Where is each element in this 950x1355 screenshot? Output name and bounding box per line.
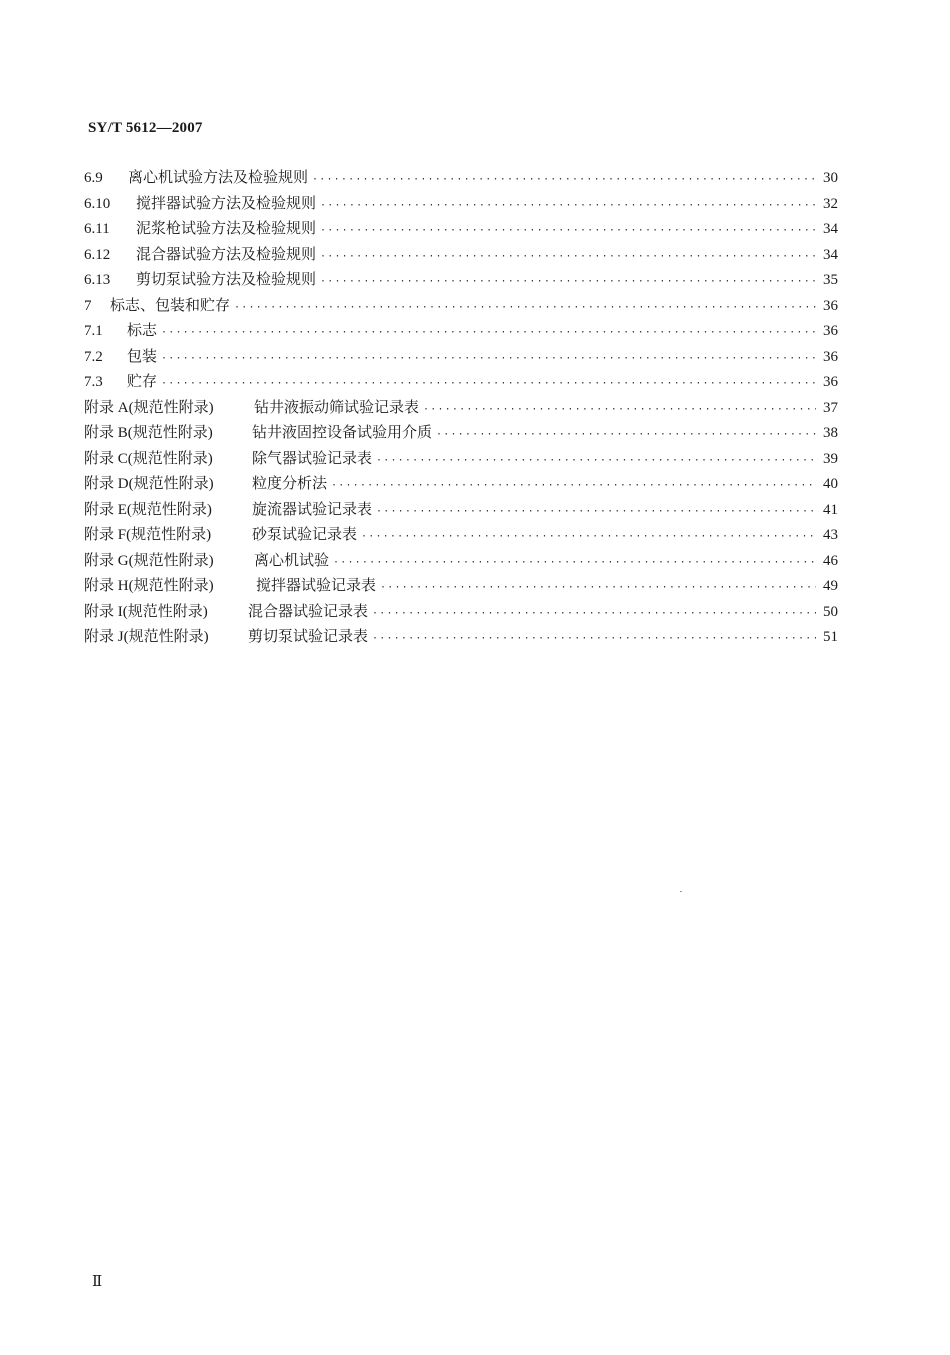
toc-entry [84,242,838,268]
scan-speck [680,891,682,892]
toc-entry-page: 51 [823,629,838,645]
dot-leader [436,422,816,448]
table-of-contents [84,165,838,650]
toc-entry-number: 附录 A(规范性附录) [84,399,214,416]
dot-leader [320,269,816,295]
toc-entry-number: 7.2 [84,348,103,365]
toc-entry-number: 6.9 [84,170,103,186]
toc-entry-number: 7 [84,297,92,314]
toc-entry-number: 6.12 [84,246,111,263]
toc-entry [84,446,838,472]
toc-entry-title: 剪切泵试验记录表 [248,627,369,645]
toc-entry-number: 附录 D(规范性附录) [84,476,214,492]
toc-entry [84,522,838,548]
toc-entry-page: 36 [823,348,838,365]
toc-entry-title: 剪切泵试验方法及检验规则 [136,270,317,288]
toc-entry-title: 除气器试验记录表 [252,448,373,467]
dot-leader [161,320,816,346]
standard-code-header: SY/T 5612—2007 [88,120,203,136]
toc-entry-page: 32 [823,195,838,212]
toc-entry-page: 46 [823,552,838,569]
toc-entry [84,318,838,344]
toc-entry-title: 标志 [127,321,158,339]
toc-entry-title: 标志、包装和贮存 [110,295,231,314]
toc-entry-number: 7.3 [84,374,103,390]
toc-entry-title: 贮存 [127,372,158,390]
toc-entry [84,344,838,370]
toc-entry-number: 附录 H(规范性附录) [84,578,214,594]
toc-entry-page: 40 [823,476,838,492]
toc-entry [84,420,838,446]
toc-entry-title: 泥浆枪试验方法及检验规则 [136,219,317,237]
toc-entry-title: 离心机试验 [254,550,330,569]
toc-entry-page: 36 [823,374,838,390]
dot-leader [234,295,816,321]
dot-leader [361,524,816,550]
dot-leader [161,346,816,372]
toc-entry [84,573,838,599]
toc-entry [84,293,838,319]
toc-entry-title: 离心机试验方法及检验规则 [128,168,309,186]
dot-leader [320,218,816,244]
toc-entry [84,497,838,523]
dot-leader [380,575,816,601]
toc-entry-title: 钻井液振动筛试验记录表 [254,397,420,416]
toc-entry-number: 附录 I(规范性附录) [84,603,208,620]
toc-entry-page: 41 [823,501,838,518]
toc-entry-title: 混合器试验记录表 [248,601,369,620]
toc-entry-page: 36 [823,323,838,339]
toc-entry-title: 搅拌器试验方法及检验规则 [136,193,317,212]
toc-entry-page: 36 [823,297,838,314]
page-number: Ⅱ [92,1274,103,1290]
toc-entry [84,548,838,574]
toc-entry [84,395,838,421]
dot-leader [423,397,816,423]
toc-entry-title: 包装 [127,346,158,365]
toc-entry-page: 50 [823,603,838,620]
toc-entry-title: 搅拌器试验记录表 [256,576,377,594]
toc-entry-page: 35 [823,272,838,288]
toc-entry-page: 38 [823,425,838,441]
toc-entry-number: 附录 G(规范性附录) [84,552,214,569]
toc-entry-number: 附录 C(规范性附录) [84,450,213,467]
toc-entry-number: 6.10 [84,195,111,212]
toc-entry-page: 37 [823,399,838,416]
dot-leader [161,371,816,397]
dot-leader [372,601,816,627]
dot-leader [333,550,816,576]
dot-leader [320,244,816,270]
toc-entry-title: 混合器试验方法及检验规则 [136,244,317,263]
toc-entry-title: 粒度分析法 [252,474,328,492]
toc-entry-number: 附录 E(规范性附录) [84,501,212,518]
toc-entry [84,267,838,293]
toc-entry-number: 6.13 [84,272,111,288]
toc-entry-title: 砂泵试验记录表 [252,525,358,543]
toc-entry-page: 39 [823,450,838,467]
toc-entry-page: 34 [823,221,838,237]
toc-entry-title: 旋流器试验记录表 [252,499,373,518]
toc-entry-page: 30 [823,170,838,186]
toc-entry [84,369,838,395]
toc-entry-number: 附录 F(规范性附录) [84,527,212,543]
toc-entry-page: 49 [823,578,838,594]
toc-entry [84,599,838,625]
toc-entry [84,165,838,191]
toc-entry [84,191,838,217]
toc-entry [84,624,838,650]
toc-entry-number: 6.11 [84,221,110,237]
toc-entry-title: 钻井液固控设备试验用介质 [252,423,433,441]
dot-leader [331,473,816,499]
toc-entry-number: 附录 J(规范性附录) [84,629,209,645]
dot-leader [376,448,816,474]
toc-entry-page: 34 [823,246,838,263]
dot-leader [312,167,816,193]
toc-entry-number: 7.1 [84,323,103,339]
toc-entry [84,471,838,497]
toc-entry-number: 附录 B(规范性附录) [84,425,213,441]
toc-entry [84,216,838,242]
dot-leader [320,193,816,219]
dot-leader [376,499,816,525]
toc-entry-page: 43 [823,527,838,543]
dot-leader [372,626,816,652]
